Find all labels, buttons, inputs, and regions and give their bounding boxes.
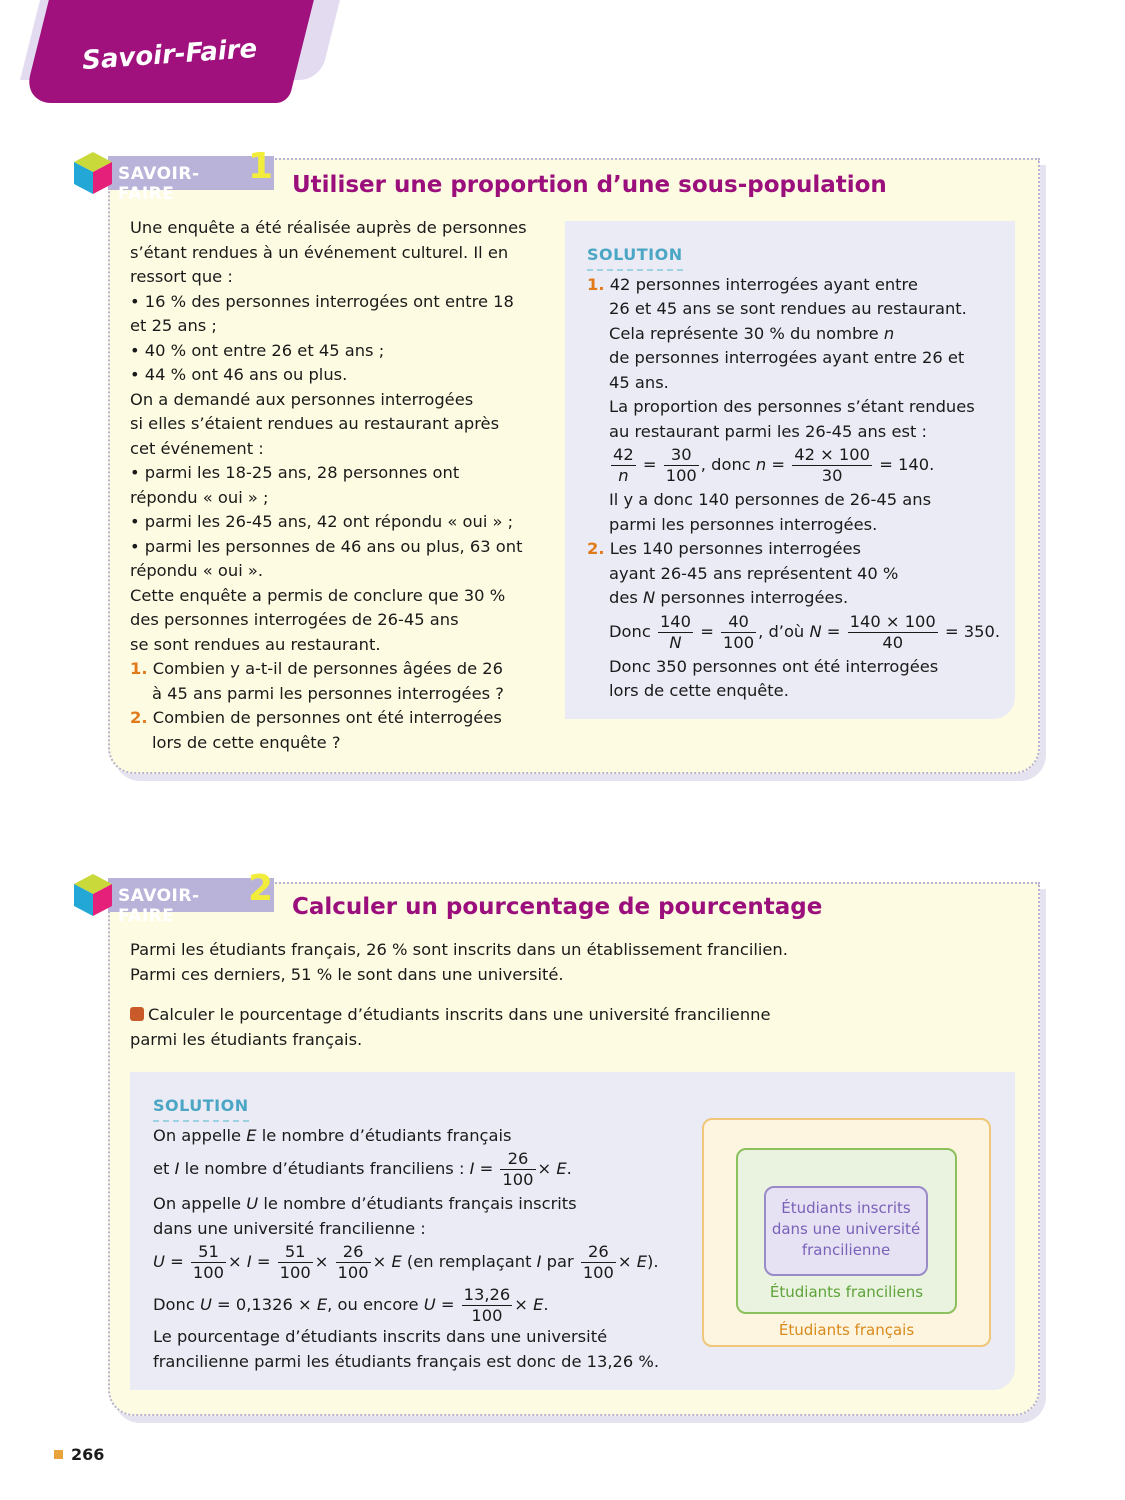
numerator: 51 (191, 1242, 226, 1263)
numerator: 42 × 100 (794, 445, 871, 464)
savoir-faire-1-statement (130, 216, 550, 755)
task-bullet-icon (130, 1007, 144, 1021)
numerator: 26 (500, 1149, 535, 1170)
solution-line (153, 1192, 693, 1217)
statement-line: Parmi ces derniers, 51 % le sont dans une université. (130, 964, 564, 984)
set-label-line: francilienne (801, 1241, 891, 1259)
savoir-faire-1-title: Utiliser une proportion d’une sous-population (292, 172, 887, 198)
statement-line: ressort que : (130, 267, 233, 286)
denominator: n (618, 466, 629, 485)
statement-line: si elles s’étaient rendues au restaurant après (130, 414, 500, 433)
numerator: 42 (613, 445, 634, 464)
question-1-cont: à 45 ans parmi les personnes interrogées ? (152, 683, 504, 703)
cube-icon (72, 872, 114, 918)
solution-line: parmi les personnes interrogées. (609, 514, 878, 534)
statement-line: On a demandé aux personnes interrogées (130, 389, 474, 409)
fraction (664, 445, 699, 486)
numerator: 13,26 (463, 1285, 511, 1304)
denominator: 100 (665, 466, 697, 485)
solution-line: 45 ans. (609, 372, 669, 392)
set-label (766, 1198, 926, 1261)
page-number (54, 1445, 104, 1464)
statement-line: et 25 ans ; (130, 316, 217, 335)
solution-number: 2. (587, 539, 605, 558)
numerator: 51 (278, 1242, 313, 1263)
variable: I (536, 1252, 542, 1271)
equation-text: , donc (700, 455, 756, 474)
equation-result: = 140. (874, 455, 935, 474)
question-number: 2. (130, 708, 148, 727)
set-label: Étudiants franciliens (769, 1283, 924, 1301)
solution-text: le nombre d’étudiants français (256, 1125, 512, 1145)
variable: I (469, 1159, 475, 1178)
equation-result: = 350. (939, 621, 1001, 641)
tag-label: SAVOIR-FAIRE (118, 886, 200, 926)
task-text: Calculer le pourcentage d’étudiants inscrits dans une université francilienne (148, 1005, 771, 1024)
tag-number: 1 (248, 146, 274, 187)
statement-line: • 40 % ont entre 26 et 45 ans ; (130, 340, 385, 360)
statement-line: Parmi les étudiants français, 26 % sont inscrits dans un établissement francilien. (130, 940, 788, 959)
solution-line: au restaurant parmi les 26-45 ans est : (609, 421, 927, 441)
solution-line (587, 273, 1007, 298)
numerator: 26 (581, 1242, 616, 1263)
statement-line: • 44 % ont 46 ans ou plus. (130, 365, 348, 384)
denominator: 100 (582, 1263, 614, 1282)
solution-text: , ou encore (327, 1295, 424, 1314)
question-1 (130, 657, 550, 682)
solution-line (587, 586, 1007, 611)
denominator: 30 (821, 466, 843, 485)
equation-1: $\frac{42}{n}$ = $\frac{30}{100}$ , donc n = $\frac{42 \times 100}{30}$ = 140. (613, 445, 935, 485)
denominator: 100 (337, 1263, 369, 1282)
savoir-faire-2-task (130, 1003, 1010, 1052)
tag-number: 2 (248, 868, 274, 909)
denominator: 100 (723, 632, 755, 652)
statement-line: répondu « oui » ; (130, 487, 269, 507)
fraction (336, 1242, 371, 1283)
solution-text: le nombre d’étudiants français inscrits (258, 1194, 577, 1213)
solution-number: 1. (587, 274, 605, 294)
statement-line: • parmi les personnes de 46 ans ou plus, 63 ont (130, 536, 523, 556)
variable: U (246, 1194, 259, 1213)
solution-line: Donc 350 personnes ont été interrogées (609, 656, 939, 676)
solution-text: 42 personnes interrogées ayant entre (609, 274, 918, 294)
statement-line: répondu « oui ». (130, 561, 264, 580)
solution-text: Les 140 personnes interrogées (609, 539, 862, 558)
page-marker-icon (54, 1450, 63, 1459)
denominator: 100 (279, 1263, 311, 1282)
solution-line (587, 322, 1007, 347)
solution-text: (en remplaçant (401, 1252, 537, 1271)
fraction (848, 612, 938, 653)
question-text: Combien de personnes ont été interrogées (152, 708, 502, 727)
set-label-line: Étudiants inscrits (781, 1199, 911, 1217)
fraction (792, 445, 872, 486)
fraction (462, 1285, 513, 1326)
solution-text: et (153, 1159, 175, 1178)
fraction (721, 612, 756, 653)
cube-icon (72, 150, 114, 196)
task-line (130, 1003, 1010, 1028)
header-banner-title: Savoir-Faire (81, 33, 259, 77)
savoir-faire-2-statement (130, 938, 1010, 987)
variable: E (533, 1295, 544, 1314)
statement-line: • parmi les 18-25 ans, 28 personnes ont (130, 463, 460, 482)
fraction (658, 612, 693, 653)
question-number: 1. (130, 659, 148, 678)
variable: E (636, 1252, 648, 1271)
solution-line: lors de cette enquête. (609, 681, 789, 700)
solution-line: et I le nombre d’étudiants franciliens : I = $\frac{26}{100}$ × E. (153, 1149, 572, 1189)
solution-title: SOLUTION (153, 1094, 249, 1122)
task-line: parmi les étudiants français. (130, 1029, 363, 1049)
variable: U (153, 1252, 165, 1271)
statement-line: des personnes interrogées de 26-45 ans (130, 610, 459, 629)
variable: E (246, 1125, 257, 1145)
solution-text: personnes interrogées. (655, 588, 849, 607)
variable: N (809, 621, 822, 641)
solution-line (153, 1124, 693, 1149)
denominator: 40 (882, 632, 904, 652)
solution-text: Donc (153, 1295, 200, 1314)
statement-line: s’étant rendues à un événement culturel. Il en (130, 242, 509, 262)
solution-text: On appelle (153, 1194, 247, 1213)
statement-line: • 16 % des personnes interrogées ont entre 18 (130, 291, 514, 311)
solution-line: de personnes interrogées ayant entre 26 et (609, 348, 965, 367)
fraction (278, 1242, 313, 1283)
solution-text: des (609, 588, 644, 607)
solution-1-content (587, 243, 1007, 704)
denominator: 100 (192, 1263, 224, 1282)
question-2 (130, 706, 550, 731)
statement-line: Une enquête a été réalisée auprès de personnes (130, 218, 527, 237)
fraction (500, 1149, 535, 1190)
denominator: N (669, 632, 682, 652)
numerator: 140 × 100 (849, 611, 936, 631)
numerator: 140 (659, 611, 692, 631)
equation-2: Donc $\frac{140}{N}$ = $\frac{40}{100}$ , d’où N = $\frac{140 \times 100}{40}$ = 350. (609, 611, 1001, 652)
solution-title: SOLUTION (587, 243, 683, 271)
variable: E (391, 1252, 402, 1271)
numerator: 26 (336, 1242, 371, 1263)
solution-line: 26 et 45 ans se sont rendues au restaurant. (609, 299, 967, 318)
variable: I (246, 1252, 252, 1271)
solution-2-content (153, 1094, 693, 1374)
fraction (581, 1242, 616, 1283)
statement-line: Cette enquête a permis de conclure que 30 % (130, 585, 506, 605)
numerator: 30 (664, 445, 699, 466)
variable: E (316, 1295, 328, 1314)
solution-text: Cela représente 30 % du nombre (609, 323, 879, 343)
statement-line: • parmi les 26-45 ans, 42 ont répondu « oui » ; (130, 512, 514, 531)
denominator: 100 (471, 1306, 503, 1325)
variable: E (556, 1159, 567, 1178)
statement-line: se sont rendues au restaurant. (130, 634, 381, 654)
solution-text: le nombre d’étudiants franciliens : (179, 1159, 470, 1178)
solution-line: Il y a donc 140 personnes de 26-45 ans (609, 490, 932, 509)
set-label: Étudiants français (778, 1321, 915, 1339)
question-2-cont: lors de cette enquête ? (152, 732, 341, 752)
solution-equation: Donc U = 0,1326 × E, ou encore U = $\frac{13,26}{100}$ × E. (153, 1285, 549, 1325)
statement-line: cet événement : (130, 438, 264, 458)
equation-text: Donc (609, 621, 656, 641)
variable: U (423, 1295, 436, 1314)
solution-line: La proportion des personnes s’étant rendues (609, 397, 975, 416)
numerator: 40 (721, 612, 756, 633)
variable: n (755, 455, 767, 474)
savoir-faire-2-title: Calculer un pourcentage de pourcentage (292, 894, 823, 920)
page-number-text: 266 (71, 1445, 105, 1464)
solution-text: par (541, 1252, 579, 1271)
fraction (191, 1242, 226, 1283)
solution-equation: U = $\frac{51}{100}$ × I = $\frac{51}{100}$ × $\frac{26}{100}$ × E (en remplaçant I par $\frac{26}{100}$ × E). (153, 1242, 659, 1282)
set-etudiants-universite (764, 1186, 928, 1276)
solution-line: ayant 26-45 ans représentent 40 % (609, 563, 899, 583)
solution-text: On appelle (153, 1125, 247, 1145)
set-label-line: dans une université (771, 1220, 921, 1238)
fraction (611, 445, 636, 486)
solution-line: Le pourcentage d’étudiants inscrits dans une université (153, 1327, 608, 1346)
tag-label: SAVOIR-FAIRE (118, 164, 200, 204)
equation-text: , d’où (758, 621, 810, 641)
solution-line: dans une université francilienne : (153, 1218, 426, 1238)
solution-line: francilienne parmi les étudiants français est donc de 13,26 %. (153, 1351, 660, 1371)
variable: U (199, 1295, 212, 1314)
solution-text: = 0,1326 × (211, 1295, 317, 1314)
solution-line (587, 537, 1007, 562)
variable: n (883, 323, 895, 343)
variable: N (643, 588, 656, 607)
denominator: 100 (502, 1170, 534, 1189)
question-text: Combien y a-t-il de personnes âgées de 26 (152, 659, 503, 678)
variable: I (174, 1159, 180, 1178)
